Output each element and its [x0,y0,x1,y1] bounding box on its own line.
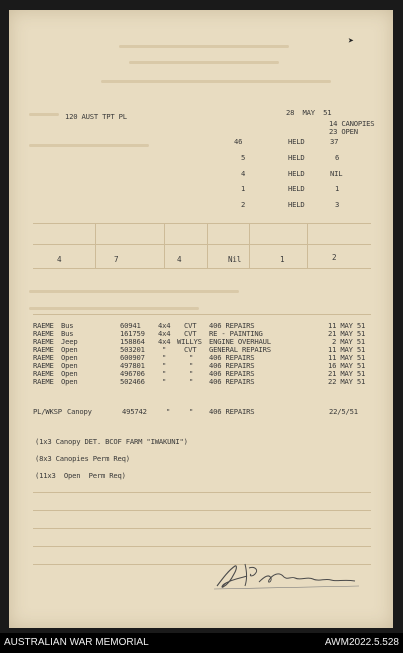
note-line: (11x3 Open Perm Req) [35,471,126,480]
table-rule [207,223,208,268]
held-row: 4 HELD NIL [241,169,343,178]
table-cell: Nil [228,255,242,264]
ruled-line [33,510,371,511]
footer-accession: AWM2022.5.528 [324,637,399,648]
signature [209,556,369,596]
table-cell: 2 [332,253,337,262]
table-cell: 7 [114,255,119,264]
held-row: 5 HELD 6 [241,153,340,162]
open-count: 23 OPEN [329,127,358,136]
canopy-count: 14 CANOPIES [329,119,375,128]
footer-source: AUSTRALIAN WAR MEMORIAL [4,637,149,648]
ruled-line [33,492,371,493]
archive-footer [0,633,403,653]
form-header-line [129,61,279,64]
list-item: RAEME Open 502466 " " 406 REPAIRS 22 MAY 51 [33,377,366,386]
list-item: RAEME Jeep 158864 4x4 WILLYS ENGINE OVERHAUL 2 MAY 51 [33,337,366,346]
table-cell: 4 [57,255,62,264]
list-item: RAEME Open 496706 " " 406 REPAIRS 21 MAY 51 [33,369,366,378]
document-page [9,10,393,628]
form-field-label [29,290,239,293]
table-cell: 4 [177,255,182,264]
list-item: RAEME Open 600907 " " 406 REPAIRS 11 MAY 51 [33,353,366,362]
list-item: PL/WKSP Canopy 495742 " " 406 REPAIRS 22/5/51 [33,407,358,416]
table-rule [307,223,308,268]
held-row: 2 HELD 3 [241,200,340,209]
unit-name: 120 AUST TPT PL [65,112,127,121]
ruled-line [33,546,371,547]
table-rule [33,223,371,224]
report-date: 28 MAY 51 [286,108,332,117]
table-rule [33,244,371,245]
form-header-line [101,80,331,83]
form-header-line [119,45,289,48]
list-item: RAEME Bus 161759 4x4 CVT RE - PAINTING 21 MAY 51 [33,329,366,338]
list-item: RAEME Open 503201 " CVT GENERAL REPAIRS 11 MAY 51 [33,345,366,354]
form-field-label [29,307,199,310]
section-rule [33,314,371,315]
table-rule [33,268,371,269]
table-rule [164,223,165,268]
table-rule [95,223,96,268]
note-line: (1x3 Canopy DET. BCOF FARM "IWAKUNI") [35,437,188,446]
list-item: RAEME Bus 60941 4x4 CVT 406 REPAIRS 11 MAY 51 [33,321,366,330]
table-rule [249,223,250,268]
held-row: 1 HELD 1 [241,184,340,193]
list-item: RAEME Open 497801 " " 406 REPAIRS 16 MAY 51 [33,361,366,370]
table-cell: 1 [280,255,285,264]
ruled-line [33,528,371,529]
held-row: 46 HELD 37 [234,137,339,146]
note-line: (8x3 Canopies Perm Req) [35,454,130,463]
form-field-label [29,113,59,116]
corner-mark: ➤ [348,36,354,47]
